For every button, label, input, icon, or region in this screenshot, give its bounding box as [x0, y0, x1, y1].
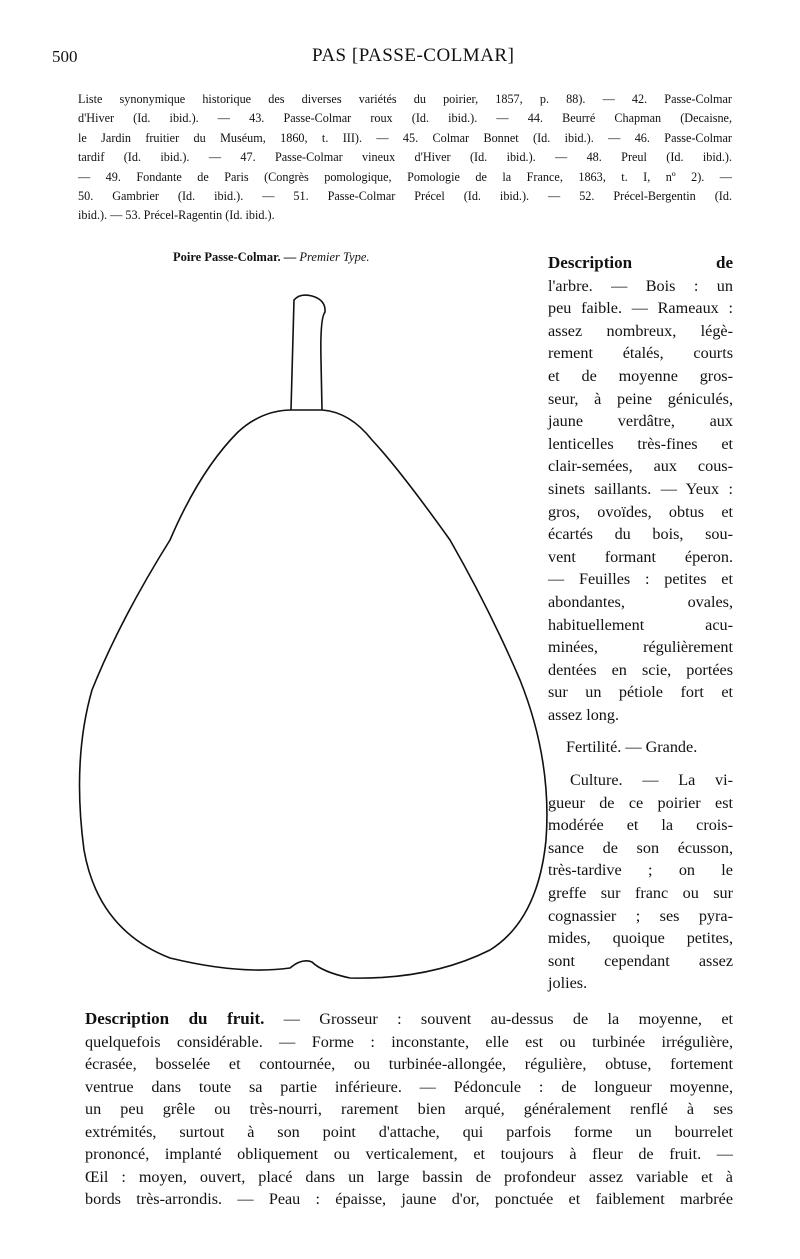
- text-line: sur un pétiole fort et: [548, 683, 733, 702]
- synonym-line: le Jardin fruitier du Muséum, 1860, t. III). — 45. Colmar Bonnet (Id. ibid.). — 46. Passe-Colmar: [78, 130, 732, 145]
- text-line: sinets saillants. — Yeux :: [548, 479, 733, 498]
- text-line: écartés du bois, sou-: [548, 525, 733, 544]
- fertility-line: Fertilité. — Grande.: [566, 738, 698, 757]
- page-number: 500: [52, 47, 78, 66]
- pear-illustration: [60, 285, 560, 985]
- text-line: lenticelles très-fines et: [548, 434, 733, 453]
- text-line: jolies.: [548, 974, 588, 993]
- text-line: sont cependant assez: [548, 951, 733, 970]
- tree-heading: Description de: [548, 253, 733, 272]
- text-line: rement étalés, courts: [548, 344, 733, 363]
- text-line: greffe sur franc ou sur: [548, 884, 733, 903]
- text-line: habituellement acu-: [548, 615, 733, 634]
- text-line: jaune verdâtre, aux: [548, 412, 733, 431]
- caption-main: Poire Passe-Colmar. —: [173, 250, 297, 264]
- text-line: très-tardive ; on le: [548, 861, 733, 880]
- synonym-line: ibid.). — 53. Précel-Ragentin (Id. ibid.).: [78, 208, 275, 223]
- text-line: clair-semées, aux cous-: [548, 457, 733, 476]
- synonym-line: Liste synonymique historique des diverses variétés du poirier, 1857, p. 88). — 42. Passe-Colmar: [78, 92, 732, 106]
- synonym-line: — 49. Fondante de Paris (Congrès pomologique, Pomologie de la France, 1863, t. I, nº 2). —: [78, 169, 732, 184]
- pear-stem: [291, 295, 325, 410]
- text-line: vent formant éperon.: [548, 547, 733, 566]
- text-line: gueur de ce poirier est: [548, 793, 733, 812]
- text-line: gros, ovoïdes, obtus et: [548, 502, 733, 521]
- figure-caption: [173, 250, 370, 265]
- synonym-line: tardif (Id. ibid.). — 47. Passe-Colmar vineux d'Hiver (Id. ibid.). — 48. Preul (Id. ibid.).: [78, 150, 732, 165]
- text-line: — Feuilles : petites et: [548, 570, 733, 589]
- text-line: et de moyenne gros-: [548, 366, 733, 385]
- text-line: [85, 1008, 733, 1031]
- culture-paragraph: [548, 769, 733, 995]
- caption-type: Premier Type.: [299, 250, 370, 264]
- text-line: Culture. — La vi-: [570, 771, 733, 790]
- text-line: peu faible. — Rameaux :: [548, 299, 733, 318]
- tree-description: [548, 252, 733, 995]
- text-line: sance de son écusson,: [548, 838, 733, 857]
- pear-outline: [80, 410, 547, 978]
- text-line: écrasée, bosselée et contournée, ou turbinée-allongée, régulière, obtuse, fortement: [85, 1055, 733, 1073]
- text-line: Œil : moyen, ouvert, placé dans un large bassin de profondeur assez variable et à: [85, 1167, 733, 1186]
- fruit-description: [85, 1008, 733, 1211]
- text-line: extrémités, surtout à son point d'attache, qui parfois forme un bourrelet: [85, 1122, 733, 1141]
- text-line: dentées en scie, portées: [548, 660, 733, 679]
- synonym-list: [78, 90, 732, 226]
- text-line: l'arbre. — Bois : un: [548, 276, 733, 295]
- running-title: PAS [PASSE-COLMAR]: [312, 45, 515, 66]
- synonym-line: 50. Gambrier (Id. ibid.). — 51. Passe-Colmar Précel (Id. ibid.). — 52. Précel-Bergentin (Id.: [78, 189, 732, 204]
- text-line: quelquefois considérable. — Forme : inconstante, elle est ou turbinée irrégulière,: [85, 1032, 733, 1051]
- text-line: ventrue dans toute sa partie inférieure. — Pédoncule : de longueur moyenne,: [85, 1077, 733, 1096]
- text-line: minées, régulièrement: [548, 638, 733, 657]
- text-line: prononcé, implanté obliquement ou verticalement, et toujours à fleur de fruit. —: [85, 1145, 733, 1163]
- text-line: abondantes, ovales,: [548, 592, 733, 611]
- text-fragment: — Grosseur : souvent au-dessus de la moyenne, et: [283, 1010, 734, 1028]
- fruit-heading: Description du fruit.: [85, 1009, 265, 1028]
- text-line: assez nombreux, légè-: [548, 321, 733, 340]
- text-line: assez long.: [548, 705, 620, 724]
- text-line: mides, quoique petites,: [548, 929, 733, 948]
- text-line: bords très-arrondis. — Peau : épaisse, jaune d'or, ponctuée et faiblement marbrée: [85, 1190, 733, 1208]
- text-line: seur, à peine géniculés,: [548, 389, 733, 408]
- text-line: modérée et la crois-: [548, 816, 733, 835]
- text-line: cognassier ; ses pyra-: [548, 906, 733, 925]
- synonym-line: d'Hiver (Id. ibid.). — 43. Passe-Colmar roux (Id. ibid.). — 44. Beurré Chapman (Decaisne,: [78, 111, 732, 126]
- text-line: un peu grêle ou très-nourri, rarement bien arqué, généralement renflé à ses: [85, 1100, 733, 1118]
